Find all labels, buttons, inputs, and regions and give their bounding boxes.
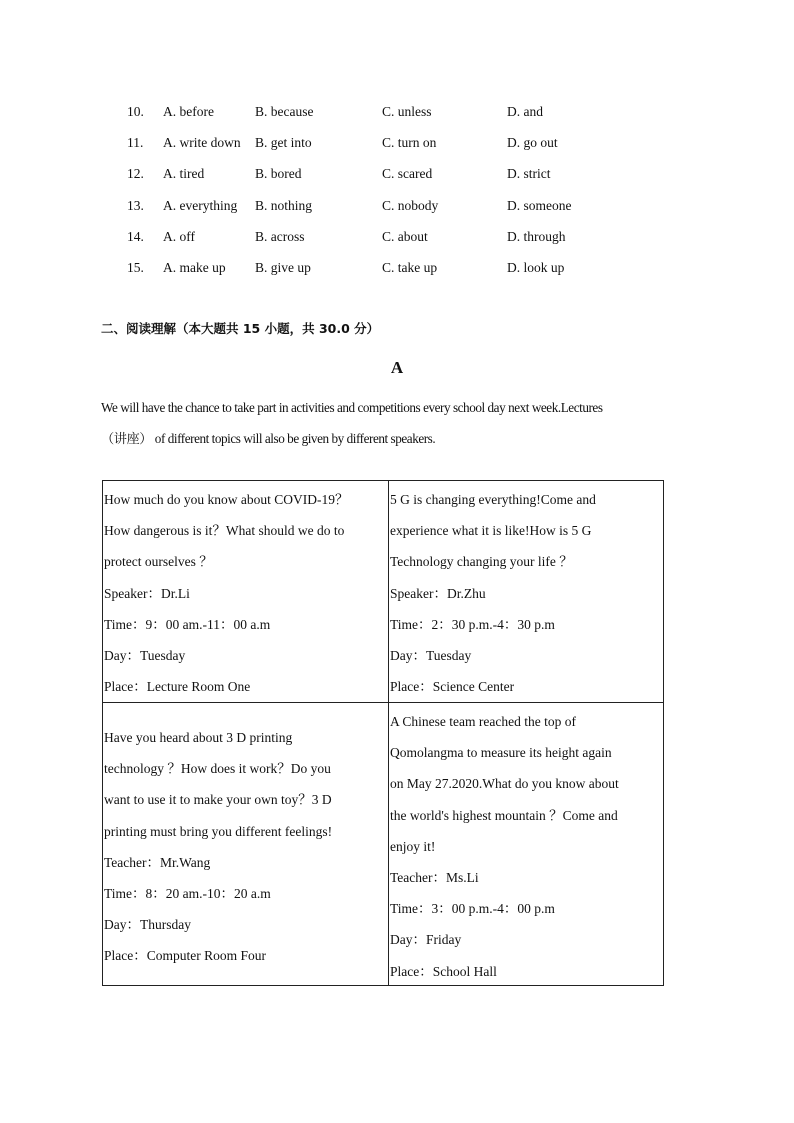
question-row xyxy=(127,163,687,194)
lecture-cell-5g xyxy=(389,481,663,703)
cell-line: want to use it to make your own toy？3 D xyxy=(104,792,332,808)
place-line: Place：Computer Room Four xyxy=(104,948,266,964)
lecture-cell-covid xyxy=(103,481,389,703)
place-line: Place：School Hall xyxy=(390,963,497,979)
cell-line: Qomolangma to measure its height again xyxy=(390,745,612,761)
question-row xyxy=(127,257,687,288)
time-line: Time：8：20 am.-10：20 a.m xyxy=(104,885,271,901)
option-b: B. give up xyxy=(255,259,311,275)
speaker-line: Speaker：Dr.Li xyxy=(104,585,190,601)
option-a: A. before xyxy=(163,104,214,119)
answer-options-list xyxy=(127,101,687,288)
option-b: B. because xyxy=(255,104,314,119)
option-b: B. get into xyxy=(255,135,312,151)
option-a: A. everything xyxy=(163,197,238,213)
option-a: A. make up xyxy=(163,259,226,275)
option-a: A. off xyxy=(163,228,195,244)
time-line: Time：3：00 p.m.-4：00 p.m xyxy=(390,901,555,917)
question-number: 15. xyxy=(127,259,144,275)
cell-line: Technology changing your life ？ xyxy=(390,554,573,570)
day-line: Day：Friday xyxy=(390,932,462,948)
option-b: B. bored xyxy=(255,166,302,182)
time-line: Time：9：00 am.-11：00 a.m xyxy=(104,616,271,632)
cell-line: protect ourselves ？ xyxy=(104,554,213,570)
option-a: A. tired xyxy=(163,166,205,182)
cell-line: printing must bring you different feelings! xyxy=(104,823,333,839)
option-c: C. turn on xyxy=(382,135,437,151)
place-line: Place：Science Center xyxy=(390,679,515,695)
question-number: 10. xyxy=(127,104,144,119)
cell-line: on May 27.2020.What do you know about xyxy=(390,776,619,792)
day-line: Day：Tuesday xyxy=(104,647,186,663)
teacher-line: Teacher：Mr.Wang xyxy=(104,854,211,870)
option-d: D. through xyxy=(507,228,566,244)
cell-line: enjoy it! xyxy=(390,838,436,854)
cell-line: A Chinese team reached the top of xyxy=(390,714,576,729)
cell-line: Have you heard about 3 D printing xyxy=(104,730,293,745)
cell-line: 5 G is changing everything!Come and xyxy=(390,492,596,507)
option-d: D. and xyxy=(507,104,543,119)
option-c: C. take up xyxy=(382,259,438,275)
passage-title: A xyxy=(390,358,404,377)
question-number: 13. xyxy=(127,197,144,213)
option-c: C. about xyxy=(382,228,428,244)
lecture-cell-qomolangma xyxy=(389,703,663,985)
question-row xyxy=(127,195,687,226)
day-line: Day：Thursday xyxy=(104,917,191,933)
option-c: C. nobody xyxy=(382,197,439,213)
question-row xyxy=(127,101,687,132)
option-d: D. look up xyxy=(507,259,565,275)
option-b: B. nothing xyxy=(255,197,313,213)
option-c: C. scared xyxy=(382,166,433,182)
option-c: C. unless xyxy=(382,104,432,119)
cell-line: How dangerous is it？What should we do to xyxy=(104,523,345,539)
option-a: A. write down xyxy=(163,135,241,151)
lecture-cell-3d-printing xyxy=(103,703,389,985)
lecture-table xyxy=(102,480,664,986)
teacher-line: Teacher：Ms.Li xyxy=(390,869,479,885)
time-line: Time：2：30 p.m.-4：30 p.m xyxy=(390,616,555,632)
day-line: Day：Tuesday xyxy=(390,647,472,663)
option-d: D. someone xyxy=(507,197,572,213)
option-b: B. across xyxy=(255,228,305,244)
cell-line: the world's highest mountain ？Come and xyxy=(390,807,618,823)
place-line: Place：Lecture Room One xyxy=(104,679,251,695)
cell-line: technology ？How does it work？Do you xyxy=(104,761,331,777)
question-row xyxy=(127,132,687,163)
question-number: 14. xyxy=(127,228,144,244)
option-d: D. go out xyxy=(507,135,558,151)
cell-line: experience what it is like!How is 5 G xyxy=(390,523,592,539)
cell-line: How much do you know about COVID-19？ xyxy=(104,492,349,507)
question-number: 12. xyxy=(127,166,144,182)
question-row xyxy=(127,226,687,257)
intro-line: （讲座） of different topics will also be given by different speakers. xyxy=(101,431,436,446)
passage-intro xyxy=(101,392,701,454)
speaker-line: Speaker：Dr.Zhu xyxy=(390,585,486,601)
question-number: 11. xyxy=(127,135,144,151)
section-heading: 二、阅读理解（本大题共 15 小题，共 30.0 分） xyxy=(101,321,380,336)
option-d: D. strict xyxy=(507,166,551,182)
intro-line: We will have the chance to take part in activities and competitions every school day next week.Lectures xyxy=(101,400,603,415)
